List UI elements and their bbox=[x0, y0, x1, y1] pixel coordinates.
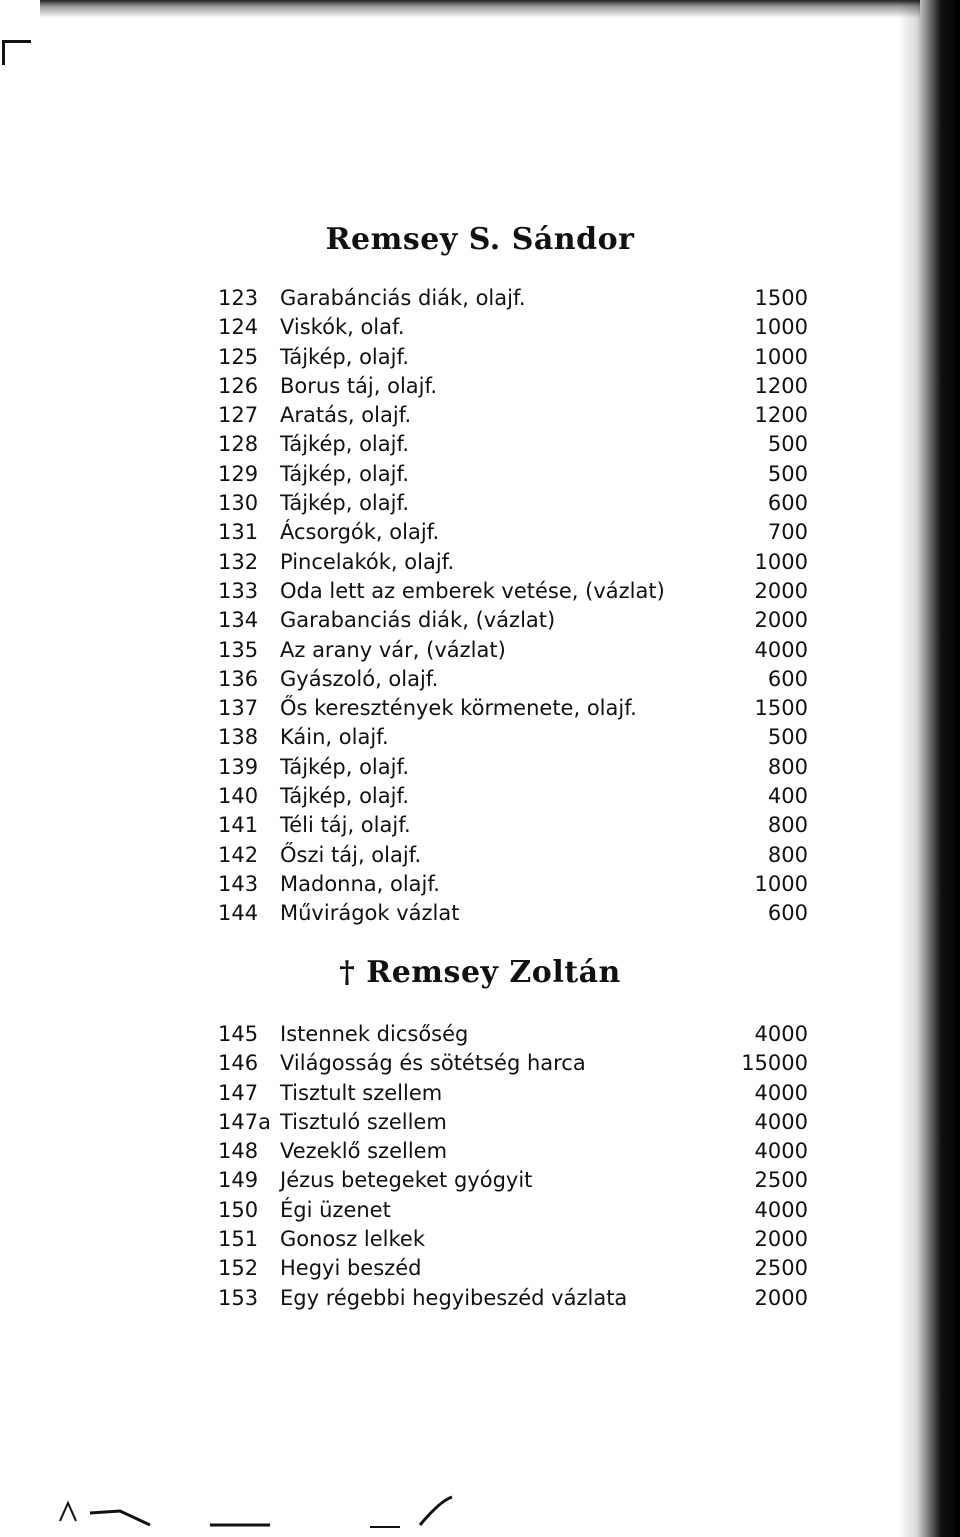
artwork-title: Ős keresztények körmenete, olajf. bbox=[280, 696, 637, 721]
artwork-price: 600 bbox=[767, 901, 808, 926]
scan-top-edge bbox=[40, 0, 920, 18]
catalog-number: 132 bbox=[218, 549, 259, 574]
artwork-row bbox=[218, 636, 808, 665]
artwork-title: Tájkép, olajf. bbox=[280, 344, 409, 369]
artwork-price: 2000 bbox=[754, 578, 808, 603]
artwork-price: 1000 bbox=[754, 871, 808, 896]
catalog-number: 149 bbox=[218, 1168, 259, 1193]
artwork-price: 4000 bbox=[754, 1109, 808, 1134]
artwork-title: Gyászoló, olajf. bbox=[280, 666, 439, 691]
catalog-number: 151 bbox=[218, 1227, 259, 1252]
section-heading-sandor: Remsey S. Sándor bbox=[325, 222, 635, 257]
catalog-number: 127 bbox=[218, 403, 259, 428]
catalog-number: 126 bbox=[218, 373, 259, 398]
catalog-number: 139 bbox=[218, 754, 259, 779]
scan-bottom-marks bbox=[40, 1491, 800, 1531]
artwork-title: Viskók, olaf. bbox=[280, 315, 405, 340]
artwork-price: 15000 bbox=[741, 1051, 808, 1076]
artwork-row bbox=[218, 1079, 808, 1108]
artwork-row bbox=[218, 1166, 808, 1195]
catalog-number: 134 bbox=[218, 608, 259, 633]
artwork-list-zoltan bbox=[218, 1020, 808, 1313]
artwork-row bbox=[218, 372, 808, 401]
artwork-price: 2500 bbox=[754, 1256, 808, 1281]
catalog-number: 138 bbox=[218, 725, 259, 750]
artwork-price: 2500 bbox=[754, 1168, 808, 1193]
artwork-price: 1000 bbox=[754, 549, 808, 574]
catalog-number: 147 bbox=[218, 1080, 259, 1105]
catalog-number: 144 bbox=[218, 901, 259, 926]
artwork-row bbox=[218, 811, 808, 840]
artwork-price: 1200 bbox=[754, 403, 808, 428]
artwork-price: 500 bbox=[767, 432, 808, 457]
artwork-title: Tájkép, olajf. bbox=[280, 754, 409, 779]
artwork-title: Garabánciás diák, olajf. bbox=[280, 286, 526, 310]
artwork-row bbox=[218, 284, 808, 313]
artwork-price: 4000 bbox=[754, 1139, 808, 1164]
artwork-title: Jézus betegeket gyógyit bbox=[280, 1168, 533, 1193]
artwork-row bbox=[218, 870, 808, 899]
catalog-number: 131 bbox=[218, 520, 259, 545]
artwork-title: Tájkép, olajf. bbox=[280, 491, 409, 516]
artwork-row bbox=[218, 723, 808, 752]
artwork-title: Garabanciás diák, (vázlat) bbox=[280, 608, 556, 633]
artwork-title: Téli táj, olajf. bbox=[280, 813, 411, 838]
artwork-row bbox=[218, 782, 808, 811]
artwork-price: 2000 bbox=[754, 608, 808, 633]
artwork-title: Művirágok vázlat bbox=[280, 901, 460, 926]
catalog-number: 128 bbox=[218, 432, 259, 457]
artwork-title: Tájkép, olajf. bbox=[280, 461, 409, 486]
artwork-title: Tájkép, olajf. bbox=[280, 784, 409, 809]
artwork-title: Aratás, olajf. bbox=[280, 403, 412, 428]
artwork-title: Gonosz lelkek bbox=[280, 1227, 426, 1252]
catalog-number: 133 bbox=[218, 578, 259, 603]
artwork-row bbox=[218, 1108, 808, 1137]
artwork-row bbox=[218, 460, 808, 489]
scan-corner-mark bbox=[2, 40, 31, 65]
artwork-price: 800 bbox=[767, 754, 808, 779]
artwork-title: Borus táj, olajf. bbox=[280, 373, 438, 398]
artwork-title: Tisztuló szellem bbox=[280, 1109, 447, 1134]
catalog-number: 143 bbox=[218, 871, 259, 896]
artwork-price: 1000 bbox=[754, 344, 808, 369]
artwork-price: 4000 bbox=[754, 1022, 808, 1046]
artwork-title: Az arany vár, (vázlat) bbox=[280, 637, 506, 662]
artwork-row bbox=[218, 548, 808, 577]
catalog-number: 150 bbox=[218, 1197, 259, 1222]
catalog-number: 147a bbox=[218, 1109, 271, 1134]
catalog-number: 124 bbox=[218, 315, 259, 340]
artwork-row bbox=[218, 665, 808, 694]
artwork-row bbox=[218, 606, 808, 635]
artwork-list-sandor bbox=[218, 284, 808, 929]
catalog-number: 145 bbox=[218, 1022, 259, 1046]
catalog-number: 135 bbox=[218, 637, 259, 662]
artwork-title: Hegyi beszéd bbox=[280, 1256, 422, 1281]
artwork-title: Őszi táj, olajf. bbox=[280, 842, 422, 867]
artwork-row bbox=[218, 577, 808, 606]
artwork-title: Vezeklő szellem bbox=[280, 1139, 448, 1164]
catalog-number: 152 bbox=[218, 1256, 259, 1281]
artwork-row bbox=[218, 694, 808, 723]
catalog-number: 130 bbox=[218, 491, 259, 516]
artwork-price: 700 bbox=[767, 520, 808, 545]
artwork-title: Madonna, olajf. bbox=[280, 871, 440, 896]
artwork-row bbox=[218, 1254, 808, 1283]
artwork-price: 2000 bbox=[754, 1227, 808, 1252]
artwork-title: Világosság és sötétség harca bbox=[280, 1051, 586, 1076]
catalog-number: 140 bbox=[218, 784, 259, 809]
catalog-number: 129 bbox=[218, 461, 259, 486]
section-heading-zoltan: † Remsey Zoltán bbox=[339, 955, 621, 990]
artwork-row bbox=[218, 343, 808, 372]
artwork-price: 1500 bbox=[754, 286, 808, 310]
catalog-number: 125 bbox=[218, 344, 259, 369]
artwork-row bbox=[218, 1049, 808, 1078]
artwork-row bbox=[218, 401, 808, 430]
catalog-number: 137 bbox=[218, 696, 259, 721]
artwork-row bbox=[218, 841, 808, 870]
artwork-title: Káin, olajf. bbox=[280, 725, 389, 750]
artwork-row bbox=[218, 753, 808, 782]
artwork-row bbox=[218, 1284, 808, 1313]
artwork-row bbox=[218, 313, 808, 342]
artwork-price: 1200 bbox=[754, 373, 808, 398]
artwork-price: 400 bbox=[767, 784, 808, 809]
artwork-row bbox=[218, 1225, 808, 1254]
catalog-number: 142 bbox=[218, 842, 259, 867]
artwork-price: 2000 bbox=[754, 1285, 808, 1310]
artwork-price: 500 bbox=[767, 725, 808, 750]
artwork-price: 1500 bbox=[754, 696, 808, 721]
catalog-number: 153 bbox=[218, 1285, 259, 1310]
artwork-row bbox=[218, 1196, 808, 1225]
artwork-row bbox=[218, 518, 808, 547]
artwork-title: Égi üzenet bbox=[280, 1197, 391, 1222]
artwork-row bbox=[218, 430, 808, 459]
artwork-row bbox=[218, 899, 808, 928]
artwork-row bbox=[218, 489, 808, 518]
artwork-title: Istennek dicsőség bbox=[280, 1022, 469, 1046]
artwork-row bbox=[218, 1137, 808, 1166]
artwork-price: 4000 bbox=[754, 1080, 808, 1105]
artwork-price: 4000 bbox=[754, 637, 808, 662]
artwork-title: Pincelakók, olajf. bbox=[280, 549, 455, 574]
catalog-number: 141 bbox=[218, 813, 259, 838]
artwork-title: Tájkép, olajf. bbox=[280, 432, 409, 457]
artwork-title: Oda lett az emberek vetése, (vázlat) bbox=[280, 578, 665, 603]
artwork-title: Tisztult szellem bbox=[280, 1080, 443, 1105]
artwork-price: 500 bbox=[767, 461, 808, 486]
artwork-row bbox=[218, 1020, 808, 1049]
artwork-price: 800 bbox=[767, 842, 808, 867]
artwork-price: 600 bbox=[767, 491, 808, 516]
artwork-title: Ácsorgók, olajf. bbox=[280, 520, 440, 545]
artwork-title: Egy régebbi hegyibeszéd vázlata bbox=[280, 1285, 628, 1310]
catalog-number: 123 bbox=[218, 286, 259, 310]
catalog-number: 146 bbox=[218, 1051, 259, 1076]
artwork-price: 800 bbox=[767, 813, 808, 838]
artwork-price: 4000 bbox=[754, 1197, 808, 1222]
catalog-number: 148 bbox=[218, 1139, 259, 1164]
catalog-number: 136 bbox=[218, 666, 259, 691]
artwork-price: 1000 bbox=[754, 315, 808, 340]
artwork-price: 600 bbox=[767, 666, 808, 691]
